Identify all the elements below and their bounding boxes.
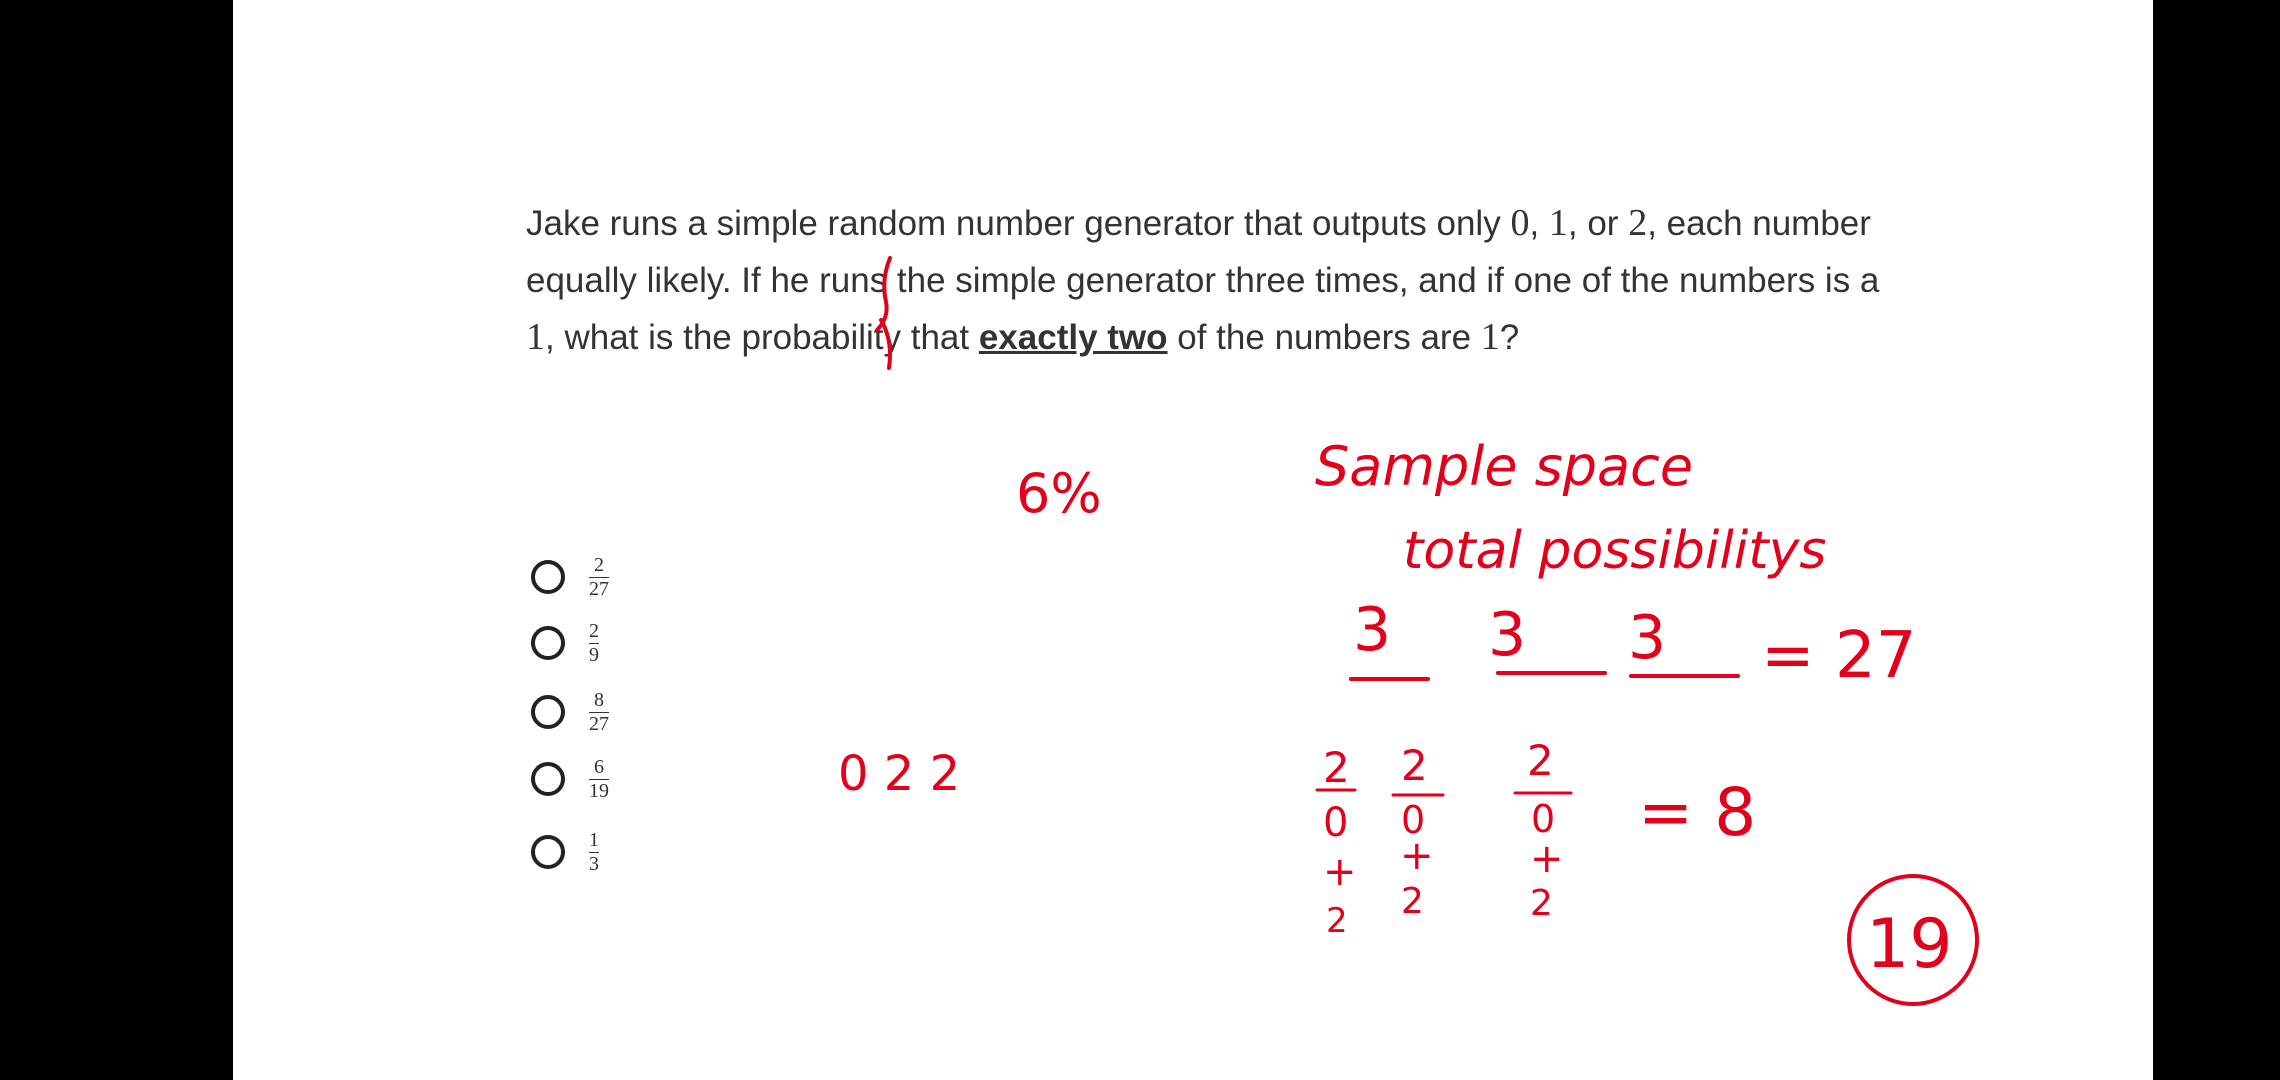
ink-column-2 xyxy=(1393,741,1443,922)
fraction-d: $\frac{6}{19}$ xyxy=(589,755,609,802)
svg-text:+: + xyxy=(1323,849,1357,895)
ink-equals-8: = 8 xyxy=(1638,774,1757,851)
svg-text:+: + xyxy=(1400,833,1434,879)
fraction-b: $\frac{2}{9}$ xyxy=(589,619,599,666)
fraction-c: $\frac{8}{27}$ xyxy=(589,688,609,735)
fraction-e: $\frac{1}{3}$ xyxy=(589,828,599,875)
ink-equals-27: = 27 xyxy=(1761,619,1917,693)
question-text: Jake runs a simple random number generator that outputs only 0, 1, or 2, each number equally likely. If he runs the simple generator three times, and if one of the numbers is a 1, what is the probability that exactly two of the numbers are 1? xyxy=(526,202,1880,358)
ink-blank-2: 3 xyxy=(1488,600,1527,670)
ink-column-1 xyxy=(1317,743,1357,941)
svg-text:2: 2 xyxy=(1401,881,1424,922)
svg-text:2: 2 xyxy=(1326,901,1348,941)
svg-text:2: 2 xyxy=(1530,883,1553,924)
svg-text:2: 2 xyxy=(1323,743,1350,792)
svg-text:2: 2 xyxy=(1527,736,1554,785)
svg-text:0: 0 xyxy=(1323,800,1349,846)
ink-column-3 xyxy=(1515,736,1571,924)
svg-text:0: 0 xyxy=(1401,798,1426,842)
fraction-a: $\frac{2}{27}$ xyxy=(589,553,609,600)
ink-022: 0 2 2 xyxy=(838,746,961,802)
ink-bracket-right xyxy=(881,320,890,368)
svg-text:0: 0 xyxy=(1531,797,1556,841)
ink-percent: 6% xyxy=(1016,462,1102,525)
svg-text:2: 2 xyxy=(1401,741,1428,790)
ink-blank-3: 3 xyxy=(1628,603,1667,673)
handwritten-annotations xyxy=(233,0,2153,1080)
svg-text:+: + xyxy=(1530,836,1564,882)
emphasis-exactly-two: exactly two xyxy=(978,318,1168,357)
ink-blank-1: 3 xyxy=(1353,595,1392,665)
ink-circled-19: 19 xyxy=(1866,905,1953,984)
ink-sample-space: Sample space xyxy=(1315,435,1694,498)
ink-total-possibilities: total possibilitys xyxy=(1403,521,1827,581)
worksheet-canvas xyxy=(233,0,2153,1080)
ink-bracket-left xyxy=(877,258,890,330)
